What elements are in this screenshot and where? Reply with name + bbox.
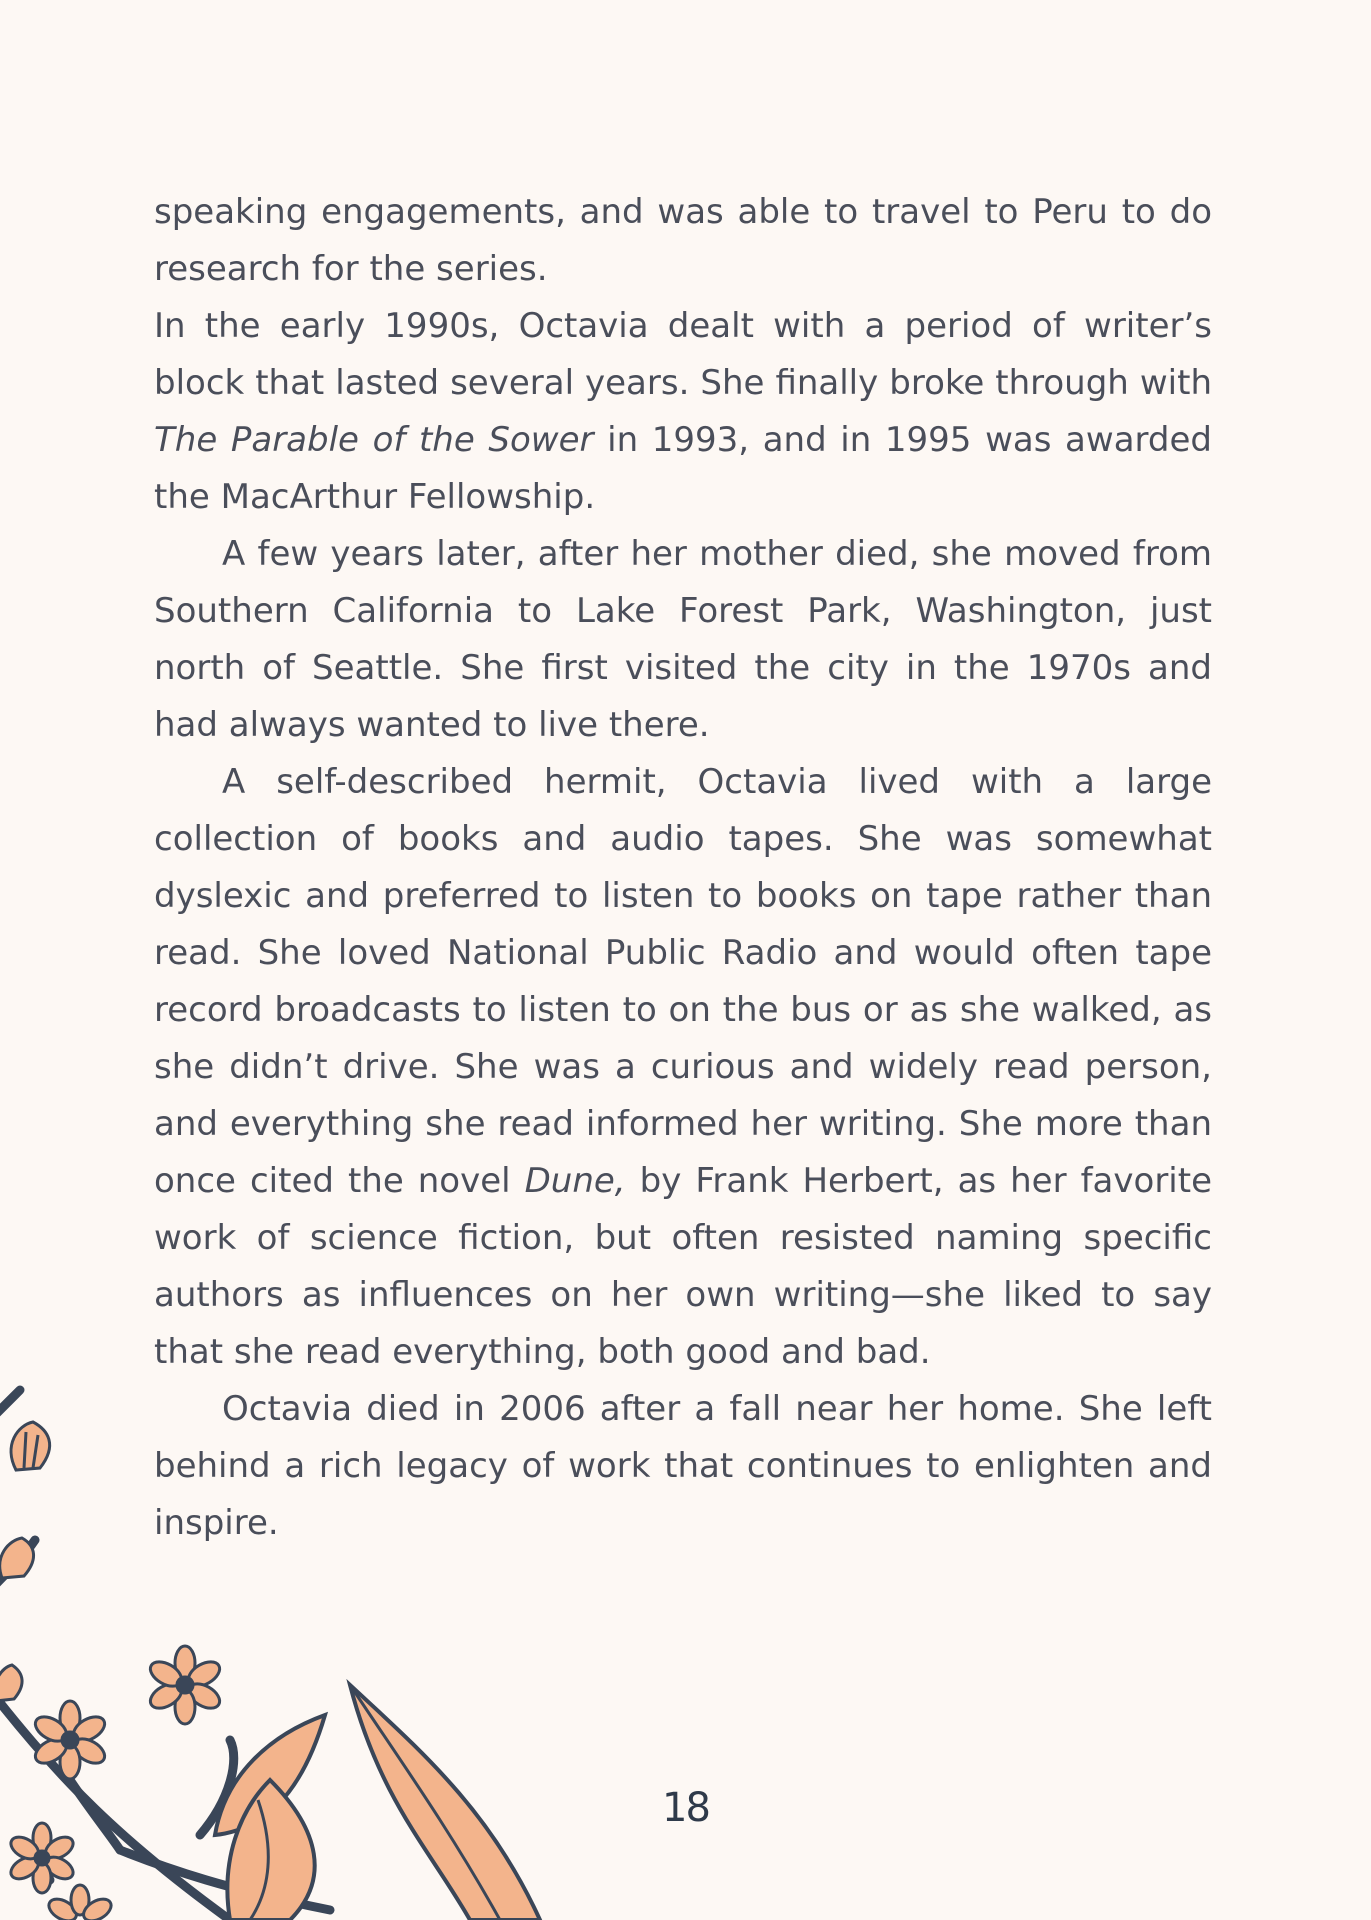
text-run: Octavia died in 2006 after a fall near her home. She left behind a rich legacy of work that continues to enlighten and inspire. — [154, 1389, 1212, 1543]
paragraph — [154, 754, 1212, 1381]
italic-title: The Parable of the Sower — [154, 420, 594, 460]
text-run: A self-described hermit, Octavia lived with a large collection of books and audio tapes. She was somewhat dyslexic and preferred to listen to books on tape rather than read. She loved National Public Radio and would often tape record broadcasts to listen to on the bus or as she walked, as she didn’t drive. She was a curious and widely read person, and everything she read informed her writing. She more than once cited the novel — [154, 762, 1212, 1201]
paragraph — [154, 184, 1212, 298]
paragraph — [154, 1381, 1212, 1552]
paragraph — [154, 526, 1212, 754]
text-run: In the early 1990s, Octavia dealt with a period of writer’s block that lasted several years. She finally broke through with — [154, 306, 1212, 403]
paragraph — [154, 298, 1212, 526]
text-run: by Frank Herbert, as her favorite work of science fiction, but often resisted naming specific authors as influences on her own writing—she liked to say that she read everything, both good and bad. — [154, 1161, 1212, 1372]
text-run: A few years later, after her mother died, she moved from Southern California to Lake Forest Park, Washington, just north of Seattle. She first visited the city in the 1970s and had always wanted to live there. — [154, 534, 1212, 745]
text-run: in 1993, and in 1995 was awarded the MacArthur Fellowship. — [154, 420, 1212, 517]
italic-title: Dune, — [524, 1161, 626, 1201]
text-run: speaking engagements, and was able to travel to Peru to do research for the series. — [154, 192, 1212, 289]
body-text — [154, 184, 1212, 1552]
page-number: 18 — [662, 1785, 709, 1831]
